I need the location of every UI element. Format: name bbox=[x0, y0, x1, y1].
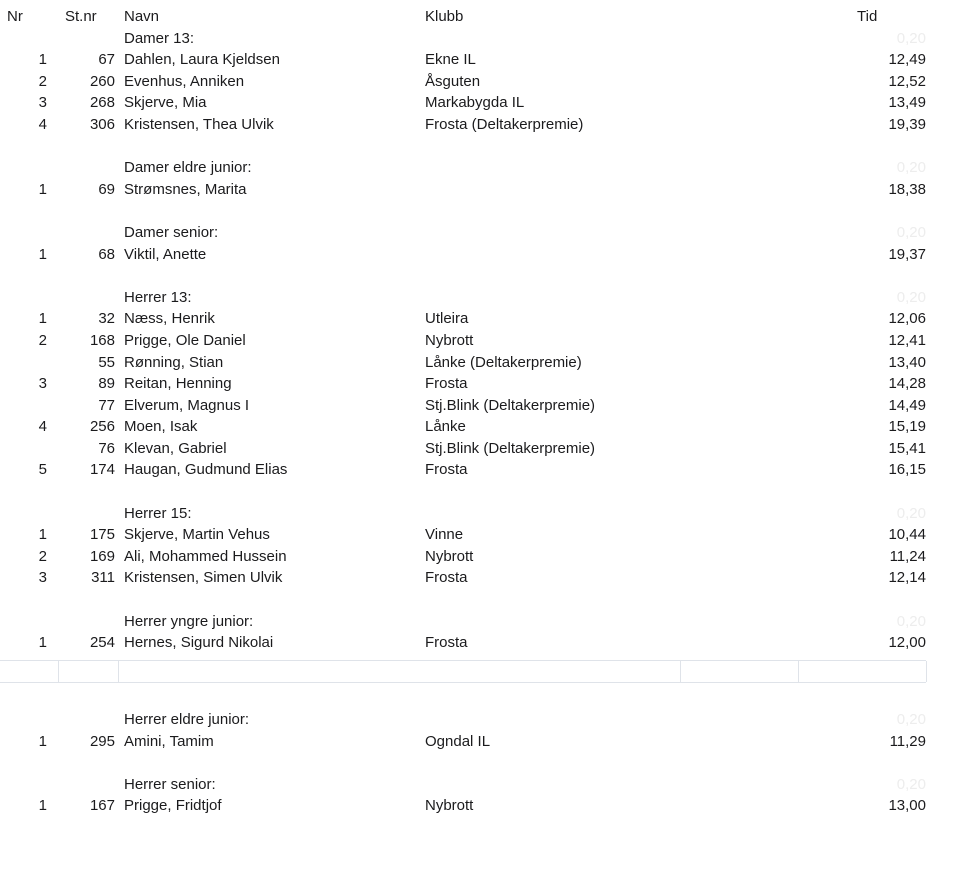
results-rows bbox=[0, 28, 960, 839]
cell-time: 13,49 bbox=[888, 94, 926, 112]
cell-time: 12,06 bbox=[888, 310, 926, 328]
section-title-row bbox=[0, 709, 960, 731]
blank-row bbox=[0, 265, 960, 287]
result-row bbox=[0, 416, 960, 438]
cell-name: Kristensen, Thea Ulvik bbox=[124, 115, 274, 133]
cell-rank: 1 bbox=[38, 634, 47, 652]
cell-bib-number: 167 bbox=[89, 797, 115, 815]
cell-bib-number: 32 bbox=[98, 310, 115, 328]
cell-name: Prigge, Fridtjof bbox=[124, 797, 222, 815]
blank-row bbox=[0, 481, 960, 503]
cell-club: Frosta bbox=[425, 375, 468, 393]
empty-grid-cell bbox=[680, 661, 799, 683]
cell-rank: 5 bbox=[38, 461, 47, 479]
empty-grid-cell bbox=[0, 661, 59, 683]
result-row bbox=[0, 308, 960, 330]
cell-time: 13,00 bbox=[888, 797, 926, 815]
section-title: Herrer eldre junior: bbox=[124, 711, 250, 728]
cell-rank: 2 bbox=[38, 72, 47, 90]
cell-club: Lånke (Deltakerpremie) bbox=[425, 353, 582, 371]
cell-bib-number: 55 bbox=[98, 353, 115, 371]
cell-club: Frosta bbox=[425, 461, 468, 479]
cell-club: Frosta bbox=[425, 634, 468, 652]
cell-bib-number: 69 bbox=[98, 180, 115, 198]
result-row bbox=[0, 395, 960, 417]
cell-name: Klevan, Gabriel bbox=[124, 439, 227, 457]
result-row bbox=[0, 373, 960, 395]
section-title-row bbox=[0, 774, 960, 796]
cell-bib-number: 89 bbox=[98, 375, 115, 393]
table-header-row bbox=[0, 6, 960, 28]
section-title: Herrer 13: bbox=[124, 288, 192, 306]
cell-bib-number: 77 bbox=[98, 396, 115, 414]
blank-row bbox=[0, 683, 960, 709]
cell-club: Ogndal IL bbox=[425, 732, 491, 750]
cell-name: Reitan, Henning bbox=[124, 375, 232, 393]
column-header-tid: Tid bbox=[857, 8, 878, 25]
section-title-row bbox=[0, 157, 960, 179]
cell-time: 14,28 bbox=[888, 375, 926, 393]
cell-bib-number: 295 bbox=[89, 732, 115, 750]
cell-club: Stj.Blink (Deltakerpremie) bbox=[425, 396, 596, 414]
cell-name: Strømsnes, Marita bbox=[124, 180, 247, 198]
cell-bib-number: 67 bbox=[98, 51, 115, 69]
column-header-klubb: Klubb bbox=[425, 8, 464, 25]
section-title-row bbox=[0, 28, 960, 50]
result-row bbox=[0, 546, 960, 568]
ghost-time-value: 0,20 bbox=[896, 159, 926, 177]
cell-bib-number: 260 bbox=[89, 72, 115, 90]
ghost-time-value: 0,20 bbox=[896, 288, 926, 306]
cell-time: 12,49 bbox=[888, 51, 926, 69]
cell-bib-number: 268 bbox=[89, 94, 115, 112]
blank-row bbox=[0, 752, 960, 774]
ghost-time-value: 0,20 bbox=[896, 504, 926, 522]
cell-name: Prigge, Ole Daniel bbox=[124, 331, 246, 349]
cell-club: Frosta bbox=[425, 569, 468, 587]
cell-bib-number: 311 bbox=[91, 569, 115, 587]
empty-grid-row bbox=[0, 660, 926, 684]
cell-club: Stj.Blink (Deltakerpremie) bbox=[425, 439, 596, 457]
column-header-nr: Nr bbox=[7, 8, 23, 25]
ghost-time-value: 0,20 bbox=[896, 223, 926, 241]
cell-time: 19,37 bbox=[888, 245, 926, 263]
cell-rank: 3 bbox=[38, 94, 47, 112]
result-row bbox=[0, 49, 960, 71]
cell-rank: 3 bbox=[38, 375, 47, 393]
cell-rank: 4 bbox=[38, 418, 47, 436]
section-title: Damer eldre junior: bbox=[124, 159, 252, 177]
ghost-time-value: 0,20 bbox=[896, 775, 926, 793]
blank-row bbox=[0, 589, 960, 611]
cell-bib-number: 68 bbox=[98, 245, 115, 263]
cell-club: Utleira bbox=[425, 310, 469, 328]
cell-bib-number: 174 bbox=[89, 461, 115, 479]
cell-club: Nybrott bbox=[425, 331, 474, 349]
empty-grid-cell bbox=[58, 661, 119, 683]
cell-rank: 1 bbox=[38, 526, 47, 544]
cell-name: Viktil, Anette bbox=[124, 245, 207, 263]
blank-row bbox=[0, 136, 960, 158]
cell-bib-number: 254 bbox=[89, 634, 115, 652]
cell-time: 15,19 bbox=[888, 418, 926, 436]
cell-name: Rønning, Stian bbox=[124, 353, 224, 371]
section-title-row bbox=[0, 222, 960, 244]
cell-name: Ali, Mohammed Hussein bbox=[124, 547, 287, 565]
cell-club: Lånke bbox=[425, 418, 466, 436]
cell-name: Evenhus, Anniken bbox=[124, 72, 245, 90]
cell-time: 10,44 bbox=[888, 526, 926, 544]
result-row bbox=[0, 731, 960, 753]
cell-rank: 2 bbox=[38, 547, 47, 565]
empty-grid-cell bbox=[798, 661, 927, 683]
cell-rank: 3 bbox=[38, 569, 47, 587]
result-row bbox=[0, 438, 960, 460]
cell-time: 12,00 bbox=[888, 634, 926, 652]
result-row bbox=[0, 524, 960, 546]
result-row bbox=[0, 330, 960, 352]
cell-bib-number: 76 bbox=[98, 439, 115, 457]
cell-club: Nybrott bbox=[425, 547, 474, 565]
cell-rank: 1 bbox=[38, 51, 47, 69]
cell-club: Vinne bbox=[425, 526, 464, 544]
cell-bib-number: 175 bbox=[89, 526, 115, 544]
cell-name: Skjerve, Martin Vehus bbox=[124, 526, 270, 544]
blank-row bbox=[0, 200, 960, 222]
section-title: Damer senior: bbox=[124, 223, 219, 241]
cell-time: 11,24 bbox=[889, 547, 926, 565]
column-header-stnr: St.nr bbox=[65, 8, 97, 25]
column-header-navn: Navn bbox=[124, 8, 160, 25]
cell-rank: 1 bbox=[38, 245, 47, 263]
result-row bbox=[0, 179, 960, 201]
cell-bib-number: 256 bbox=[89, 418, 115, 436]
cell-rank: 1 bbox=[38, 732, 47, 750]
blank-row bbox=[0, 817, 960, 839]
cell-time: 18,38 bbox=[888, 180, 926, 198]
section-title-row bbox=[0, 611, 960, 633]
cell-name: Haugan, Gudmund Elias bbox=[124, 461, 288, 479]
result-row bbox=[0, 114, 960, 136]
result-row bbox=[0, 92, 960, 114]
result-row bbox=[0, 459, 960, 481]
section-title: Herrer senior: bbox=[124, 775, 216, 793]
cell-rank: 1 bbox=[38, 180, 47, 198]
cell-rank: 4 bbox=[38, 115, 47, 133]
cell-name: Moen, Isak bbox=[124, 418, 198, 436]
section-title-row bbox=[0, 287, 960, 309]
cell-name: Dahlen, Laura Kjeldsen bbox=[124, 51, 280, 69]
cell-rank: 2 bbox=[38, 331, 47, 349]
cell-name: Elverum, Magnus I bbox=[124, 396, 250, 414]
cell-time: 11,29 bbox=[889, 732, 926, 750]
cell-rank: 1 bbox=[38, 310, 47, 328]
cell-bib-number: 168 bbox=[89, 331, 115, 349]
cell-club: Ekne IL bbox=[425, 51, 476, 69]
cell-time: 12,52 bbox=[888, 72, 926, 90]
cell-rank: 1 bbox=[38, 797, 47, 815]
cell-time: 16,15 bbox=[888, 461, 926, 479]
cell-name: Næss, Henrik bbox=[124, 310, 215, 328]
cell-name: Hernes, Sigurd Nikolai bbox=[124, 634, 274, 652]
cell-time: 12,14 bbox=[888, 569, 926, 587]
cell-time: 19,39 bbox=[888, 115, 926, 133]
cell-club: Nybrott bbox=[425, 797, 474, 815]
cell-time: 13,40 bbox=[888, 353, 926, 371]
section-title: Herrer 15: bbox=[124, 504, 192, 522]
result-row bbox=[0, 352, 960, 374]
ghost-time-value: 0,20 bbox=[896, 612, 926, 630]
section-title: Damer 13: bbox=[124, 29, 195, 47]
cell-time: 14,49 bbox=[888, 396, 926, 414]
cell-name: Amini, Tamim bbox=[124, 732, 214, 750]
empty-grid-cell bbox=[118, 661, 681, 683]
result-row bbox=[0, 244, 960, 266]
cell-club: Markabygda IL bbox=[425, 94, 525, 112]
result-row bbox=[0, 71, 960, 93]
cell-name: Skjerve, Mia bbox=[124, 94, 207, 112]
section-title: Herrer yngre junior: bbox=[124, 612, 254, 630]
ghost-time-value: 0,20 bbox=[896, 29, 926, 47]
result-row bbox=[0, 632, 960, 654]
cell-time: 15,41 bbox=[888, 439, 926, 457]
cell-bib-number: 306 bbox=[89, 115, 115, 133]
section-title-row bbox=[0, 503, 960, 525]
result-row bbox=[0, 567, 960, 589]
cell-time: 12,41 bbox=[888, 331, 926, 349]
cell-name: Kristensen, Simen Ulvik bbox=[124, 569, 283, 587]
result-row bbox=[0, 795, 960, 817]
cell-club: Åsguten bbox=[425, 72, 481, 90]
cell-bib-number: 169 bbox=[89, 547, 115, 565]
cell-club: Frosta (Deltakerpremie) bbox=[425, 115, 584, 133]
ghost-time-value: 0,20 bbox=[896, 711, 926, 728]
